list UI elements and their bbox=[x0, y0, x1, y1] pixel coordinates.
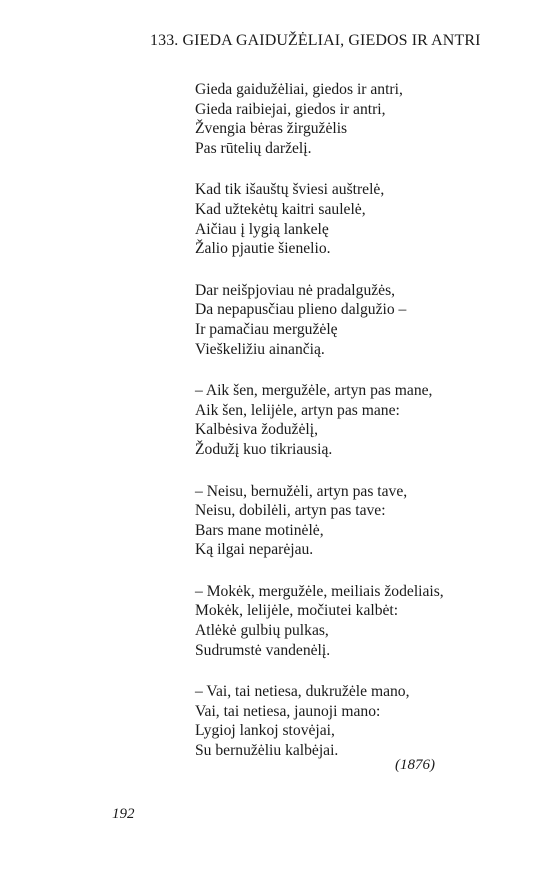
stanza-5 bbox=[195, 482, 525, 560]
poem-line: Dar neišpjoviau nė pradalgužės, bbox=[195, 281, 396, 299]
stanza-1 bbox=[195, 80, 525, 158]
poem-line: Gieda raibiejai, giedos ir antri, bbox=[195, 100, 386, 118]
poem-line: Da nepapusčiau plieno dalgužio – bbox=[195, 301, 407, 319]
poem-date: (1876) bbox=[395, 757, 435, 773]
stanza-4 bbox=[195, 381, 525, 459]
poem-line: Mokėk, lelijėle, močiutei kalbėt: bbox=[195, 602, 399, 620]
stanza-7 bbox=[195, 682, 525, 760]
poem-line: Gieda gaidužėliai, giedos ir antri, bbox=[195, 81, 403, 98]
page-number: 192 bbox=[112, 806, 135, 822]
poem-line: Žvengia bėras žirgužėlis bbox=[195, 120, 348, 138]
poem-line: Sudrumstė vandenėlį. bbox=[195, 641, 331, 659]
poem-line: Kad užtekėtų kaitri saulelė, bbox=[195, 200, 366, 218]
poem-line: Aičiau į lygią lankelę bbox=[195, 220, 329, 238]
poem-line: Kad tik išauštų šviesi auštrelė, bbox=[195, 181, 385, 199]
poem-line: Vai, tai netiesa, jaunoji mano: bbox=[195, 702, 381, 720]
poem-line: Neisu, dobilėli, artyn pas tave: bbox=[195, 502, 386, 520]
poem-body bbox=[195, 80, 525, 783]
poem-line: Pas rūtelių darželį. bbox=[195, 139, 312, 157]
poem-line: Bars mane motinėlė, bbox=[195, 521, 324, 539]
poem-line: Žalio pjautie šienelio. bbox=[195, 240, 331, 258]
poem-line: Ir pamačiau mergužėlę bbox=[195, 320, 338, 338]
poem-line: Atlėkė gulbių pulkas, bbox=[195, 622, 329, 640]
poem-line: Vieškeližiu ainančią. bbox=[195, 340, 325, 358]
poem-line: Su bernužėliu kalbėjai. bbox=[195, 742, 339, 760]
poem-line: Lygioj lankoj stovėjai, bbox=[195, 722, 335, 740]
poem-line: – Aik šen, mergužėle, artyn pas mane, bbox=[195, 382, 433, 400]
poem-line: Aik šen, lelijėle, artyn pas mane: bbox=[195, 401, 400, 419]
poem-line: – Vai, tai netiesa, dukružėle mano, bbox=[195, 683, 410, 701]
poem-line: – Neisu, bernužėli, artyn pas tave, bbox=[195, 482, 408, 500]
stanza-2 bbox=[195, 180, 525, 258]
stanza-3 bbox=[195, 281, 525, 359]
poem-line: Kalbėsiva žodužėlį, bbox=[195, 421, 318, 439]
poem-line: – Mokėk, mergužėle, meiliais žodeliais, bbox=[195, 582, 444, 600]
stanza-6 bbox=[195, 582, 525, 660]
poem-line: Žodužį kuo tikriausią. bbox=[195, 440, 333, 458]
poem-title: 133. GIEDA GAIDUŽĖLIAI, GIEDOS IR ANTRI bbox=[150, 32, 481, 49]
poem-line: Ką ilgai neparėjau. bbox=[195, 541, 314, 559]
